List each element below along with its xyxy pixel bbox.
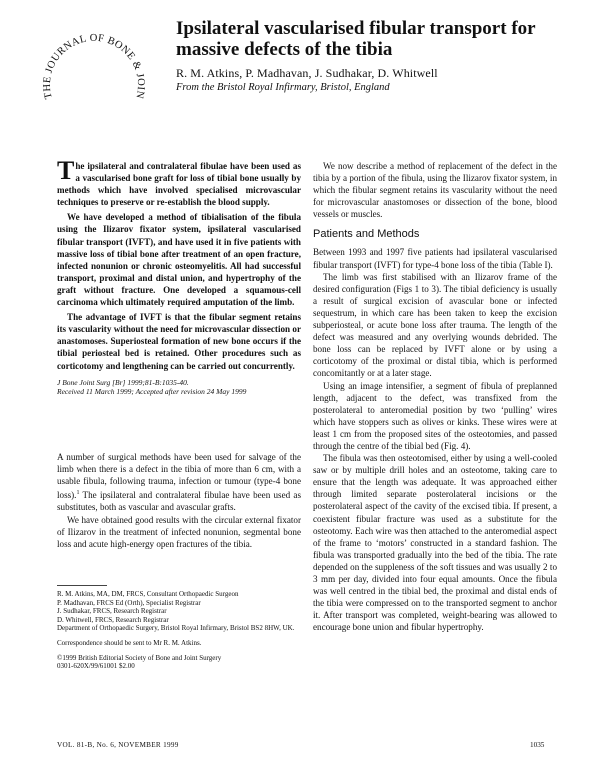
author-note-2: P. Madhavan, FRCS Ed (Orth), Specialist Registrar	[57, 598, 201, 607]
drop-cap: T	[57, 156, 75, 185]
methods-para-1: Between 1993 and 1997 five patients had ipsilateral vascularised fibular transport (IVFT) for type-4 bone loss of the tibia (Table I).	[313, 247, 557, 270]
abstract-para-3: The advantage of IVFT is that the fibular segment retains its vascularity without the need for microvascular dissection or anastomoses. Superiosteal formation of new bone occurs if the tibial periosteal bed is retained. Other procedures such as corticotomy and lengthening can be carried out concurrently.	[57, 312, 301, 371]
page-number: 1035	[530, 741, 545, 749]
right-column	[313, 160, 557, 633]
methods-para-3: Using an image intensifier, a segment of fibula of preplanned length, adjacent to the defect, was transfixed from the posterolateral to anteromedial position by two ‘pulling’ wires which have stoppers such as olives or kinks. These wires were at least 1 cm from the proposed sites of the osteotomies, and passed through the centre of the tibial bed (Fig. 4).	[313, 380, 557, 451]
author-note-1: R. M. Atkins, MA, DM, FRCS, Consultant Orthopaedic Surgeon	[57, 590, 239, 598]
department-address: Department of Orthopaedic Surgery, Bristol Royal Infirmary, Bristol BS2 8HW, UK.	[57, 624, 295, 633]
abstract-para-2: We have developed a method of tibialisation of the fibula using the Ilizarov fixator system, ipsilateral vascularised fibular transport (IVFT), and have used it in five patients with massive loss of tibial bone after treatment of an open fracture, infected nonunion or chronic osteomyelitis. All had successful transport, proximal and distal union, and hypertrophy of the graft without fracture. One developed a squamous-cell carcinoma which ultimately required amputation of the limb.	[57, 212, 301, 308]
journal-logo	[38, 12, 150, 124]
affiliation: From the Bristol Royal Infirmary, Bristol, England	[176, 82, 390, 93]
intro-para-2: We have obtained good results with the circular external fixator of Ilizarov in the treatment of infected nonunion, segmental bone loss and acute high-energy open fractures of the tibia.	[57, 514, 301, 549]
logo-text: THE JOURNAL OF BONE & JOIN	[41, 32, 147, 100]
copyright: ©1999 British Editorial Society of Bone and Joint Surgery	[57, 653, 222, 662]
intro-para-1: A number of surgical methods have been used for salvage of the limb when there is a defect in the tibia of more than 6 cm, with a usable fibula, following trauma, infection or tumour (type-4 bone loss).$^1$ The ipsilateral and contralateral fibulae have been used as substitutes, both as vascular and avascular grafts.	[57, 452, 301, 513]
citation	[57, 378, 301, 398]
introduction	[57, 451, 301, 550]
authors: R. M. Atkins, P. Madhavan, J. Sudhakar, D. Whitwell	[176, 66, 438, 80]
methods-para-4: The fibula was then osteotomised, either by using a well-cooled saw or by multiple drill holes and an osteotome, taking care to ensure that the length was adequate. It was approached either through limited separate posterolateral incisions or the posterolateral aspect of the cavity of the excised tibia. If present, a coexistent fibular fracture was used as a substitute for the osteotomy. Each wire was then attached to the anteromedial aspect of the frame to ‘motors’ constructed in a standard fashion. The fibula was transported gradually into the bed of the tibia. The rate depended on the suppleness of the soft tissues and was usually 2 to 3 mm per day, divided into four equal amounts. Once the fibula was well centred in the tibial bed, the proximal and distal ends of the tibia were compressed on to the transported segment to anchor it. After transport was completed, weight-bearing was allowed to encourage bone union and fibular hypertrophy.	[313, 453, 557, 633]
title-line-1: Ipsilateral vascularised fibular transport for	[176, 18, 536, 39]
section-heading: Patients and Methods	[313, 228, 420, 241]
footnote-divider	[57, 585, 107, 586]
issn: 0301-620X/99/61001 $2.00	[57, 662, 135, 671]
citation-journal: J Bone Joint Surg [Br] 1999;81-B:1035-40.	[57, 377, 189, 387]
footer-volume: VOL. 81-B, No. 6, NOVEMBER 1999	[57, 741, 179, 749]
correspondence-note: Correspondence should be sent to Mr R. M. Atkins.	[57, 638, 202, 647]
reference-1[interactable]: 1	[76, 490, 80, 497]
author-note-4: D. Whitwell, FRCS, Research Registrar	[57, 615, 169, 624]
abstract	[57, 156, 301, 397]
article-title	[176, 18, 576, 60]
intro-para-3: We now describe a method of replacement of the defect in the tibia by a portion of the fibula, using the Ilizarov fixator system, in which the fibular segment retains its vascularity without the need for microvascular anastomoses or dissection of the bone, blood vessels or muscles.	[313, 161, 557, 220]
svg-text:THE JOURNAL OF BONE & JOINT SU	[38, 12, 146, 100]
abstract-para-1: The ipsilateral and contralateral fibulae have been used as a vascularised bone graft for loss of tibial bone usually by methods which have involved specialised microvascular techniques to preserve or re-establish the blood supply.	[57, 156, 301, 208]
author-note-3: J. Sudhakar, FRCS, Research Registrar	[57, 607, 167, 616]
methods-para-2: The limb was first stabilised with an Ilizarov frame of the desired configuration (Figs 1 to 3). The tibial deficiency is usually a result of surgical excision of avascular bone or infected sequestrum, in which care has been taken to keep the excision subperiosteal, or acute bone loss after trauma. The length of the defect was measured and any overlying wounds debrided. The bone loss can be replaced by IVFT alone or by using a corticotomy of the proximal or distal tibia, which is performed concomitantly or at a later stage.	[313, 271, 557, 379]
citation-dates: Received 11 March 1999; Accepted after revision 24 May 1999	[57, 387, 247, 397]
author-notes	[57, 590, 301, 671]
title-line-2: massive defects of the tibia	[176, 39, 393, 60]
